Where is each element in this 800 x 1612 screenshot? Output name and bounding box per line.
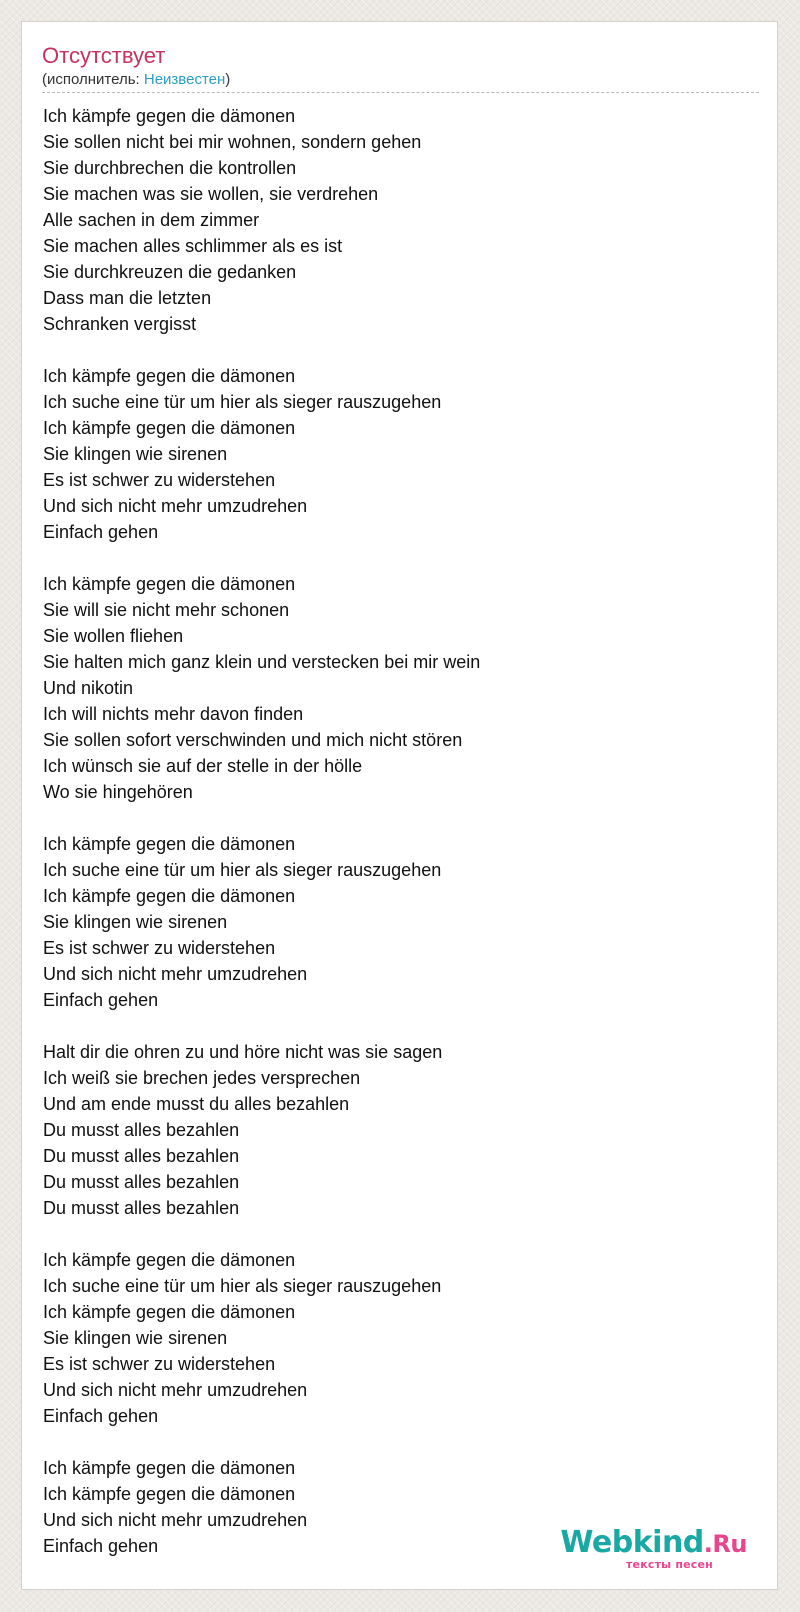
artist-prefix: (исполнитель: — [42, 71, 144, 88]
lyric-line: Du musst alles bezahlen — [43, 1120, 240, 1140]
lyric-line: Einfach gehen — [43, 1536, 159, 1556]
lyric-line: Wo sie hingehören — [43, 782, 193, 802]
lyrics-body — [43, 103, 743, 1559]
lyric-line: Ich kämpfe gegen die dämonen — [43, 418, 296, 438]
lyric-line: Sie durchbrechen die kontrollen — [43, 158, 297, 178]
lyric-line: Ich kämpfe gegen die dämonen — [43, 574, 296, 594]
lyric-line: Dass man die letzten — [43, 288, 212, 308]
artist-link[interactable]: Неизвестен — [143, 71, 226, 88]
lyric-line: Ich kämpfe gegen die dämonen — [43, 1458, 296, 1478]
lyric-line: Ich will nichts mehr davon finden — [43, 704, 304, 724]
lyric-line: Sie klingen wie sirenen — [43, 912, 228, 932]
logo-tld: Ru — [712, 1530, 747, 1558]
lyric-line: Ich suche eine tür um hier als sieger rauszugehen — [43, 860, 442, 880]
lyric-line: Sie halten mich ganz klein und verstecken bei mir wein — [43, 652, 481, 672]
lyric-line: Und sich nicht mehr umzudrehen — [43, 496, 308, 516]
artist-line — [42, 71, 230, 89]
lyric-line: Einfach gehen — [43, 1406, 159, 1426]
lyric-line: Sie sollen sofort verschwinden und mich nicht stören — [43, 730, 463, 750]
lyric-line: Ich weiß sie brechen jedes versprechen — [43, 1068, 361, 1088]
lyric-line: Sie machen was sie wollen, sie verdrehen — [43, 184, 379, 204]
lyric-line: Ich suche eine tür um hier als sieger rauszugehen — [43, 1276, 442, 1296]
stanza-break — [43, 1013, 743, 1039]
lyric-line: Halt dir die ohren zu und höre nicht was sie sagen — [43, 1042, 443, 1062]
stanza-break — [43, 545, 743, 571]
lyric-line: Ich kämpfe gegen die dämonen — [43, 834, 296, 854]
lyric-line: Sie sollen nicht bei mir wohnen, sondern gehen — [43, 132, 422, 152]
lyric-line: Alle sachen in dem zimmer — [43, 210, 260, 230]
lyric-line: Und sich nicht mehr umzudrehen — [43, 1380, 308, 1400]
lyric-line: Und nikotin — [43, 678, 134, 698]
stanza-break — [43, 337, 743, 363]
lyric-line: Sie klingen wie sirenen — [43, 1328, 228, 1348]
lyric-line: Ich kämpfe gegen die dämonen — [43, 106, 296, 126]
lyric-line: Und sich nicht mehr umzudrehen — [43, 964, 308, 984]
lyrics-card — [21, 21, 778, 1590]
header-divider — [42, 92, 759, 93]
lyric-line: Du musst alles bezahlen — [43, 1198, 240, 1218]
lyric-line: Sie klingen wie sirenen — [43, 444, 228, 464]
lyric-line: Einfach gehen — [43, 522, 159, 542]
lyric-line: Es ist schwer zu widerstehen — [43, 938, 276, 958]
lyric-line: Einfach gehen — [43, 990, 159, 1010]
lyric-line: Sie will sie nicht mehr schonen — [43, 600, 290, 620]
lyric-line: Es ist schwer zu widerstehen — [43, 1354, 276, 1374]
stanza-break — [43, 1221, 743, 1247]
lyric-line: Ich kämpfe gegen die dämonen — [43, 1302, 296, 1322]
logo-wordmark — [560, 1526, 747, 1561]
lyric-line: Sie wollen fliehen — [43, 626, 184, 646]
lyric-line: Ich suche eine tür um hier als sieger rauszugehen — [43, 392, 442, 412]
stanza-break — [43, 1429, 743, 1455]
lyric-line: Sie durchkreuzen die gedanken — [43, 262, 297, 282]
site-logo[interactable] — [547, 1526, 747, 1576]
lyric-line: Ich kämpfe gegen die dämonen — [43, 1250, 296, 1270]
lyric-line: Und sich nicht mehr umzudrehen — [43, 1510, 308, 1530]
lyric-line: Du musst alles bezahlen — [43, 1172, 240, 1192]
logo-tagline: тексты песен — [625, 1558, 713, 1571]
lyric-line: Schranken vergisst — [43, 314, 197, 334]
stanza-break — [43, 805, 743, 831]
lyric-line: Ich kämpfe gegen die dämonen — [43, 886, 296, 906]
lyric-line: Ich wünsch sie auf der stelle in der hölle — [43, 756, 363, 776]
lyric-line: Es ist schwer zu widerstehen — [43, 470, 276, 490]
logo-dot: . — [703, 1530, 713, 1558]
artist-suffix: ) — [225, 71, 231, 88]
song-title: Отсутствует — [42, 43, 166, 68]
lyric-line: Du musst alles bezahlen — [43, 1146, 240, 1166]
logo-main-text: Webkind — [560, 1525, 704, 1560]
lyric-line: Ich kämpfe gegen die dämonen — [43, 1484, 296, 1504]
lyric-line: Sie machen alles schlimmer als es ist — [43, 236, 343, 256]
lyric-line: Ich kämpfe gegen die dämonen — [43, 366, 296, 386]
lyric-line: Und am ende musst du alles bezahlen — [43, 1094, 350, 1114]
